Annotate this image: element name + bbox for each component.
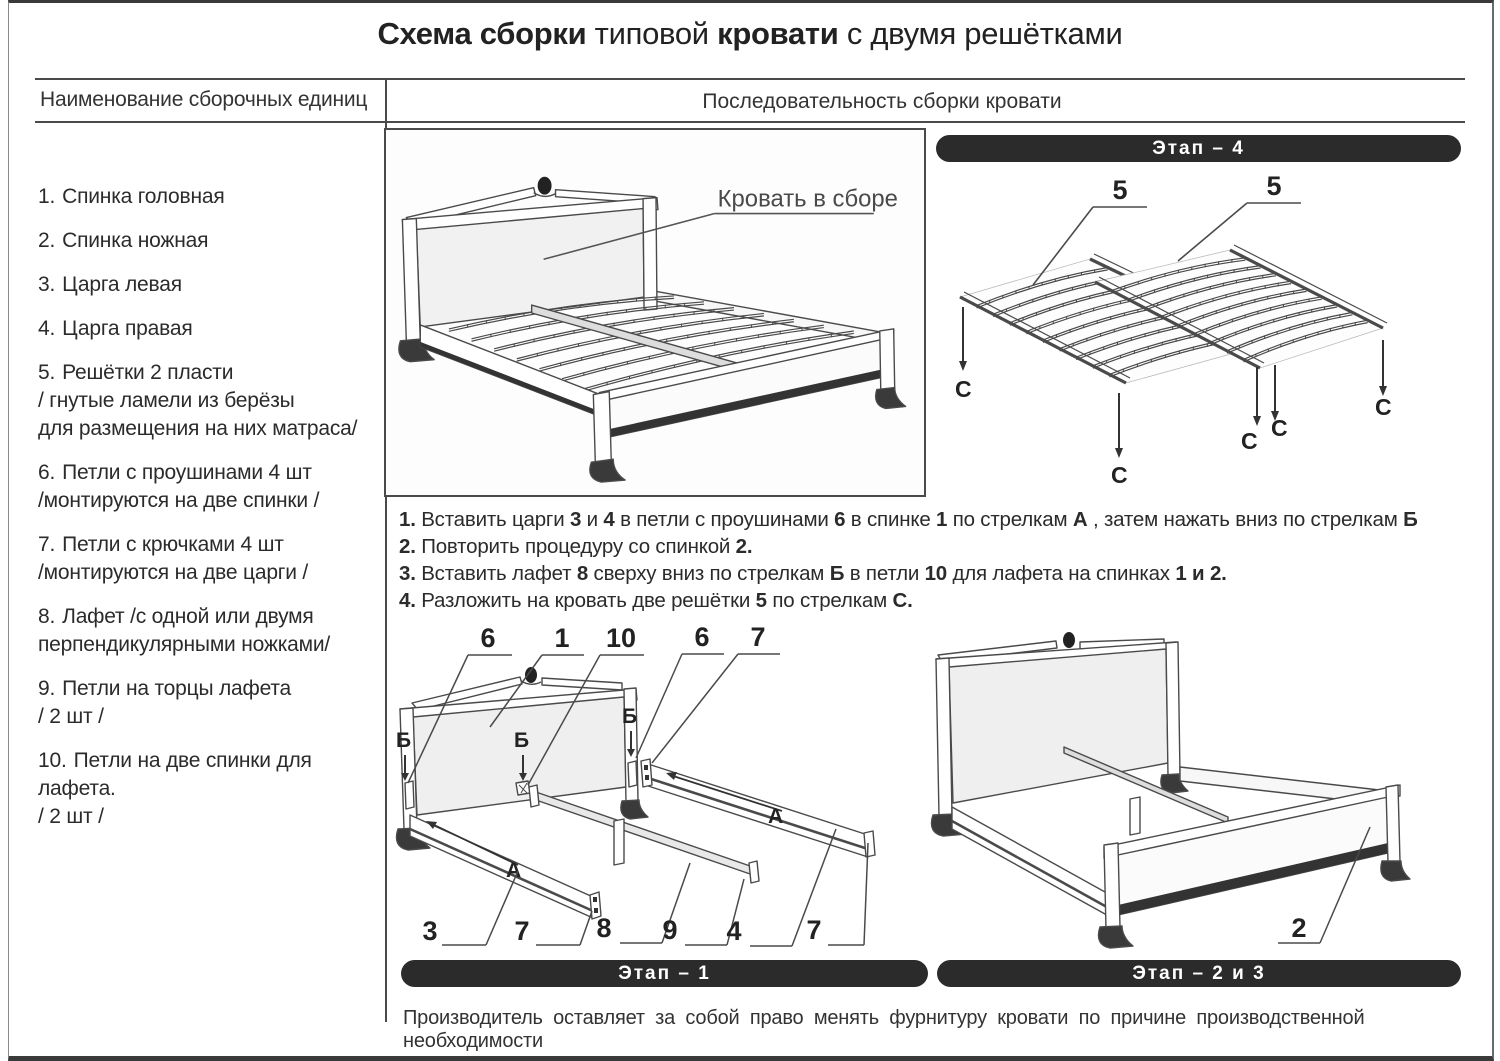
part-item: [38, 531, 380, 587]
part-name: Спинка ножная: [62, 229, 209, 252]
text-segment: 3.: [399, 562, 416, 585]
instruction-line: [399, 560, 1489, 587]
stage1-diagram: [390, 615, 938, 960]
text-segment: 1.: [399, 508, 416, 531]
text-segment: 1: [936, 508, 948, 531]
part-label-6: 6: [694, 622, 710, 652]
part-item: [38, 747, 380, 831]
part-item: [38, 183, 380, 211]
text-segment: 5: [755, 589, 767, 612]
text-segment: 2.: [399, 535, 416, 558]
arrow-letter-c: С: [1111, 462, 1128, 488]
hinge-icon: [405, 781, 414, 809]
instruction-line: [399, 506, 1489, 533]
arrow-letter-c: С: [1241, 428, 1258, 454]
arrow-letter-c: С: [955, 376, 972, 402]
text-segment: 1 и 2.: [1175, 562, 1227, 585]
hinge-icon: [516, 781, 530, 795]
part-label-10: 10: [605, 623, 637, 653]
part-number: 6.: [38, 461, 56, 484]
part-name: Царга левая: [62, 273, 182, 296]
part-name: Петли с крючками 4 шт: [62, 533, 284, 556]
arrow-letter-a: А: [506, 859, 522, 882]
stage1-badge: Этап – 1: [401, 960, 928, 987]
text-segment: для лафета на спинках: [947, 562, 1176, 585]
part-label-1: 1: [554, 623, 570, 653]
stage23-badge: Этап – 2 и 3: [937, 960, 1461, 987]
part-number: 5.: [38, 361, 56, 384]
arrow-letter-b: Б: [514, 729, 530, 752]
part-name-continued: / 2 шт /: [38, 705, 104, 728]
text-segment: Б: [1403, 508, 1418, 531]
text-segment: 2.: [735, 535, 753, 558]
part-item: [38, 675, 380, 731]
bed-foot-icon: [1098, 926, 1133, 948]
text-segment: Разложить на кровать две решётки: [415, 589, 756, 612]
part-item: [38, 359, 380, 443]
crown-ornament-icon: [1063, 632, 1075, 648]
part-label-2: 2: [1291, 913, 1307, 943]
text-segment: А: [1072, 508, 1088, 531]
text-segment: сверху вниз по стрелкам: [588, 562, 830, 585]
part-label-3: 3: [422, 916, 438, 946]
hinge-icon: [749, 861, 759, 883]
part-label-8: 8: [596, 913, 612, 943]
part-number: 9.: [38, 677, 56, 700]
bed-foot-icon: [590, 459, 625, 482]
stage23-diagram: [928, 615, 1500, 960]
part-name: Петли на торцы лафета: [62, 677, 292, 700]
footer-note: Производитель оставляет за собой право менять фурнитуру кровати по причине производственной необходимости: [403, 1007, 1365, 1052]
hook-plate-icon: [641, 759, 652, 787]
text-segment: Вставить лафет: [415, 562, 577, 585]
text-segment: 4: [603, 508, 615, 531]
part-label-5b: 5: [1266, 171, 1282, 201]
text-segment: Б: [829, 562, 845, 585]
page-title: [0, 16, 1500, 52]
text-segment: типовой: [586, 16, 718, 51]
part-label-7: 7: [514, 916, 530, 946]
part-name-continued: / гнутые ламели из берёзы: [38, 389, 295, 412]
lafet-leg: [614, 819, 624, 865]
text-segment: 8: [576, 562, 589, 585]
part-item: [38, 603, 380, 659]
part-label-7: 7: [806, 915, 822, 945]
text-segment: Повторить процедуру со спинкой: [415, 535, 736, 558]
bed-foot-icon: [621, 800, 648, 819]
part-label-7: 7: [750, 622, 766, 652]
text-segment: в петли с проушинами: [614, 508, 835, 531]
part-number: 8.: [38, 605, 56, 628]
part-number: 10.: [38, 749, 67, 772]
part-item: [38, 227, 380, 255]
part-name-continued: / 2 шт /: [38, 805, 104, 828]
hook-plate-icon: [864, 831, 875, 857]
text-segment: 3: [569, 508, 582, 531]
part-item: [38, 459, 380, 515]
part-label-9: 9: [662, 915, 678, 945]
arrow-letter-c: С: [1375, 394, 1392, 420]
part-name-continued: /монтируются на две царги /: [38, 561, 309, 584]
part-name: Петли на две спинки для лафета.: [38, 749, 312, 800]
assembled-bed-drawing: [386, 130, 924, 495]
part-name: Лафет /с одной или двумя: [62, 605, 314, 628]
part-name-continued: /монтируются на две спинки /: [38, 489, 320, 512]
text-segment: 4.: [399, 589, 416, 612]
parts-list: [38, 183, 380, 847]
column-header-parts: Наименование сборочных единиц: [40, 88, 368, 111]
part-name: Спинка головная: [62, 185, 225, 208]
assembly-instructions: [399, 506, 1489, 614]
arrow-down-icon: [1115, 448, 1123, 458]
arrow-letter-b: Б: [396, 729, 412, 752]
hinge-icon: [529, 785, 539, 807]
part-number: 3.: [38, 273, 56, 296]
part-item: [38, 271, 380, 299]
text-segment: в спинке: [845, 508, 937, 531]
text-segment: 10: [924, 562, 948, 585]
column-header-sequence: Последовательность сборки кровати: [702, 90, 1062, 113]
instruction-line: [399, 587, 1489, 614]
part-number: 2.: [38, 229, 56, 252]
part-label-4: 4: [726, 916, 742, 946]
text-segment: и: [581, 508, 604, 531]
text-segment: с двумя решётками: [838, 16, 1123, 51]
assembled-bed-label: Кровать в сборе: [717, 185, 898, 213]
arrow-down-icon: [1253, 416, 1261, 426]
text-segment: в петли: [844, 562, 925, 585]
assembled-bed-panel: [384, 128, 926, 497]
part-number: 4.: [38, 317, 56, 340]
text-segment: , затем нажать вниз по стрелкам: [1087, 508, 1404, 531]
stage4-diagram: [935, 163, 1500, 503]
divider-under-headers: [35, 121, 1465, 123]
arrow-letter-b: Б: [622, 705, 638, 728]
text-segment: 6: [834, 508, 846, 531]
text-segment: Схема сборки: [377, 16, 587, 51]
hinge-icon: [628, 761, 637, 787]
part-item: [38, 315, 380, 343]
part-number: 1.: [38, 185, 56, 208]
text-segment: кровати: [717, 16, 839, 51]
part-name: Петли с проушинами 4 шт: [62, 461, 312, 484]
part-label-6: 6: [480, 623, 496, 653]
bed-foot-icon: [1381, 861, 1410, 881]
part-name: Царга правая: [62, 317, 193, 340]
part-label-5a: 5: [1112, 175, 1128, 205]
part-name: Решётки 2 пласти: [62, 361, 234, 384]
part-name-continued: перпендикулярными ножками/: [38, 633, 331, 656]
arrow-letter-a: А: [768, 805, 784, 828]
text-segment: по стрелкам: [766, 589, 893, 612]
divider-under-title: [35, 78, 1465, 80]
text-segment: С.: [892, 589, 913, 612]
arrow-letter-c: С: [1271, 415, 1288, 441]
part-name-continued: для размещения на них матраса/: [38, 417, 358, 440]
crown-ornament-icon: [538, 177, 552, 195]
arrow-down-icon: [959, 361, 967, 371]
text-segment: Вставить царги: [415, 508, 570, 531]
bed-foot-icon: [876, 388, 906, 409]
instruction-line: [399, 533, 1489, 560]
text-segment: по стрелкам: [947, 508, 1073, 531]
stage4-badge: Этап – 4: [936, 135, 1461, 162]
part-number: 7.: [38, 533, 56, 556]
